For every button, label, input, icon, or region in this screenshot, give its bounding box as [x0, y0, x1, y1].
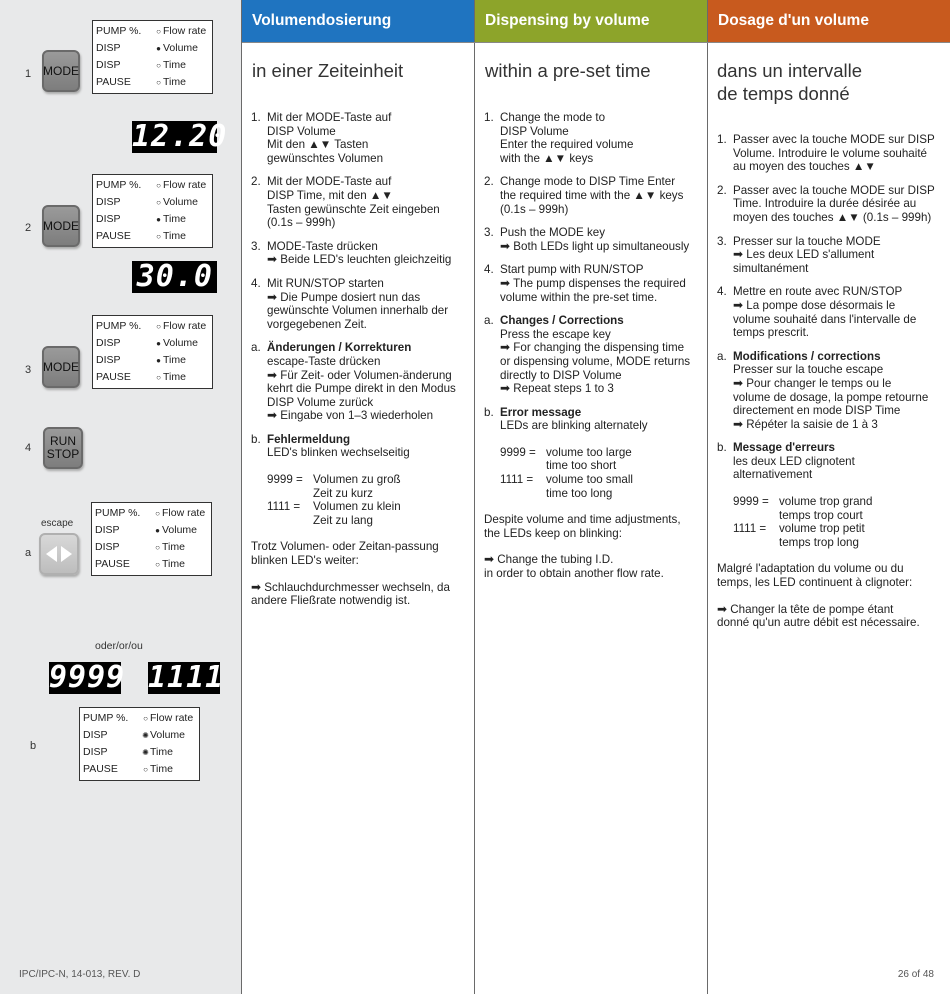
- led-indicator: ○: [143, 765, 148, 774]
- led-panel-1: PUMP %. ○ Flow rate DISP ● Volume DISP ○ Time PAUSE ○ Time: [92, 20, 213, 94]
- led-blinking-indicator: ✺: [142, 731, 149, 740]
- led-indicator: ●: [156, 44, 161, 53]
- header-divider: [242, 42, 950, 43]
- arrow-right-icon: ➡: [267, 252, 278, 267]
- column-divider: [707, 0, 708, 994]
- arrow-right-icon: ➡: [251, 579, 262, 594]
- led-indicator: ●: [155, 526, 160, 535]
- mode-button-2: MODE: [42, 205, 80, 247]
- led-indicator: ○: [156, 61, 161, 70]
- led-indicator: ○: [156, 78, 161, 87]
- body-german: 1. Mit der MODE-Taste auf DISP Volume Mit den ▲▼ Tasten gewünschtes Volumen 2. Mit der MODE-Taste auf DISP Time, mit den ▲▼ Tasten gewünschte Zeit eingeben (0.1s – 999h) 3. MODE-Taste drücken ➡ Beide LED's leuchten gleichzeitig 4. Mit RUN/STOP starten ➡ Die Pumpe dosiert nun das gewünschte Volumen innerhalb der vorgegebenen Zeit. a. Änderungen / Korrekturen escape-Taste drücken ➡ Für Zeit- oder Volumen-änderung kehrt die Pumpe direkt in den Modus DISP Volume zurück ➡ Eingabe von 1–3 wiederholen b. Fehlermeldung LED's blinken wechselseitig 9999 = Volumen zu groß Zeit zu kurz 1111 = Volumen zu klein Zeit zu lang Trotz Volumen- oder Zeitan-passung blinken LED's weiter: ➡ Schlauchdurchmesser wechseln, da andere Fließrate notwendig ist.: [251, 111, 456, 608]
- led-indicator: ○: [156, 198, 161, 207]
- step-label-2: 2: [25, 222, 32, 234]
- step-label-b: b: [30, 740, 37, 752]
- lcd-display-2: 30.0: [132, 261, 217, 293]
- led-indicator: ●: [156, 356, 161, 365]
- led-indicator: ○: [156, 373, 161, 382]
- led-panel-5: PUMP %. ○ Flow rate DISP ✺ Volume DISP ✺ Time PAUSE ○ Time: [79, 707, 200, 781]
- led-indicator: ○: [156, 322, 161, 331]
- arrow-right-icon: ➡: [717, 601, 728, 616]
- arrow-right-icon: ➡: [500, 238, 511, 253]
- led-indicator: ●: [156, 215, 161, 224]
- header-german: Volumendosierung: [242, 0, 474, 42]
- run-stop-button: RUN STOP: [43, 427, 83, 469]
- left-right-arrows-icon: [44, 545, 74, 563]
- escape-button: [39, 533, 79, 575]
- arrow-right-icon: ➡: [733, 416, 744, 431]
- arrow-right-icon: ➡: [484, 552, 495, 567]
- title-german: in einer Zeiteinheit: [252, 60, 404, 81]
- header-english: Dispensing by volume: [475, 0, 707, 42]
- body-english: 1. Change the mode to DISP Volume Enter the required volume with the ▲▼ keys 2. Change mode to DISP Time Enter the required time with the ▲▼ keys (0.1s – 999h) 3. Push the MODE key ➡ Both LEDs light up simultaneously 4. Start pump with RUN/STOP ➡ The pump dispenses the required volume within the pre-set time. a. Changes / Corrections Press the escape key ➡ For changing the dispensing time or dispensing volume, MODE returns directly to DISP Volume ➡ Repeat steps 1 to 3 b. Error message LEDs are blinking alternately 9999 = volume too large time too short 1111 = volume too small time too long Despite volume and time adjustments, the LEDs keep on blinking: ➡ Change the tubing I.D. in order to obtain another flow rate.: [484, 111, 691, 581]
- step-label-a: a: [25, 547, 32, 559]
- step-label-3: 3: [25, 364, 32, 376]
- led-panel-4: PUMP %. ○ Flow rate DISP ● Volume DISP ○ Time PAUSE ○ Time: [91, 502, 212, 576]
- led-indicator: ○: [156, 232, 161, 241]
- or-label: oder/or/ou: [95, 640, 143, 652]
- led-indicator: ○: [156, 181, 161, 190]
- step-label-1: 1: [25, 68, 32, 80]
- arrow-right-icon: ➡: [733, 297, 744, 312]
- led-indicator: ○: [155, 560, 160, 569]
- led-indicator: ●: [156, 339, 161, 348]
- arrow-right-icon: ➡: [733, 247, 744, 262]
- led-indicator: ○: [156, 27, 161, 36]
- column-divider: [474, 0, 475, 994]
- lcd-display-1: 12.20: [132, 119, 228, 154]
- title-french: dans un intervalle de temps donné: [717, 60, 863, 104]
- arrow-right-icon: ➡: [267, 367, 278, 382]
- body-french: 1. Passer avec la touche MODE sur DISP Volume. Introduire le volume souhaité au moyen des touches ▲▼ 2. Passer avec la touche MODE sur DISP Time. Introduire la durée désirée au moyen des touches ▲▼ (0.1s – 999h) 3. Presser sur la touche MODE ➡ Les deux LED s'allument simultanément 4. Mettre en route avec RUN/STOP ➡ La pompe dose désormais le volume souhaité dans l'intervalle de temps prescrit. a. Modifications / corrections Presser sur la touche escape ➡ Pour changer le temps ou le volume de dosage, la pompe retourne directement en mode DISP Time ➡ Répéter la saisie de 1 à 3 b. Message d'erreurs les deux LED clignotent alternativement 9999 = volume trop grand temps trop court 1111 = volume trop petit temps trop long Malgré l'adaptation du volume ou du temps, les LED continuent à clignoter: ➡ Changer la tête de pompe étant donné qu'un autre débit est nécessaire.: [717, 133, 935, 630]
- arrow-right-icon: ➡: [733, 375, 744, 390]
- mode-button-3: MODE: [42, 346, 80, 388]
- arrow-right-icon: ➡: [267, 408, 278, 423]
- column-divider: [241, 0, 242, 994]
- mode-button-1: MODE: [42, 50, 80, 92]
- arrow-right-icon: ➡: [500, 340, 511, 355]
- escape-label: escape: [41, 518, 74, 529]
- footer-page-number: 26 of 48: [897, 969, 934, 980]
- footer-doc-id: IPC/IPC-N, 14-013, REV. D: [19, 969, 141, 980]
- led-indicator: ○: [155, 509, 160, 518]
- led-indicator: ○: [155, 543, 160, 552]
- lcd-display-1111: 1111: [148, 660, 225, 695]
- led-panel-3: PUMP %. ○ Flow rate DISP ● Volume DISP ● Time PAUSE ○ Time: [92, 315, 213, 389]
- led-blinking-indicator: ✺: [142, 748, 149, 757]
- title-english: within a pre-set time: [485, 60, 651, 81]
- arrow-right-icon: ➡: [500, 381, 511, 396]
- header-french: Dosage d'un volume: [708, 0, 950, 42]
- led-panel-2: PUMP %. ○ Flow rate DISP ○ Volume DISP ● Time PAUSE ○ Time: [92, 174, 213, 248]
- arrow-right-icon: ➡: [500, 275, 511, 290]
- step-label-4: 4: [25, 442, 32, 454]
- led-indicator: ○: [143, 714, 148, 723]
- arrow-right-icon: ➡: [267, 289, 278, 304]
- lcd-display-9999: 9999: [49, 660, 126, 695]
